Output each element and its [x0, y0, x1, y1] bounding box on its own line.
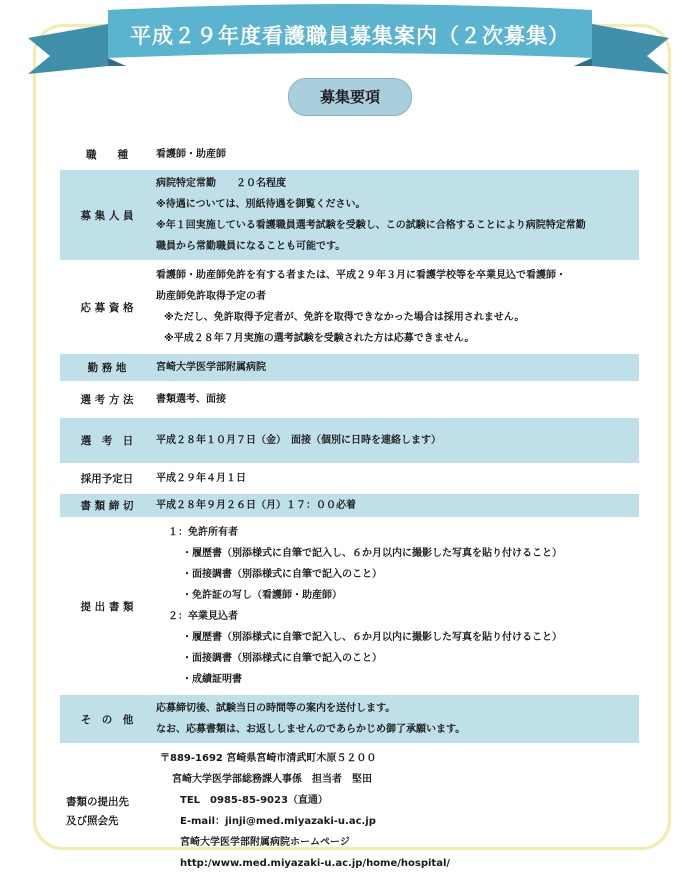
row-text: ※平成２８年７月実施の選考試験を受験された方は応募できません。: [164, 333, 475, 344]
row-text: ・履歴書（別添様式に自筆で記入し、６か月以内に撮影した写真を貼り付けること）: [182, 548, 562, 559]
row-shikaku: [60, 260, 639, 352]
row-senko-bi: [60, 416, 639, 463]
row-label: 書 類 締 切: [80, 500, 134, 512]
row-text: 職員から常勤職員になることも可能です。: [156, 241, 346, 252]
row-text: 看護師・助産師: [156, 149, 226, 160]
row-label: 応 募 資 格: [80, 301, 134, 314]
contact-address: 〒889-1692 宮崎県宮崎市清武町木原５２００: [160, 753, 377, 764]
row-label: 選 考 日: [80, 435, 134, 447]
requirements-table: [60, 141, 639, 877]
row-text: １：免許所有者: [168, 527, 238, 538]
row-label: 職 種: [86, 149, 128, 161]
row-text: ・履歴書（別添様式に自筆で記入し、６か月以内に撮影した写真を貼り付けること）: [182, 632, 562, 643]
row-senko-hoho: [60, 381, 639, 416]
row-text: ※待遇については、別紙待遇を御覧ください。: [156, 199, 366, 210]
row-text: 平成２９年４月１日: [156, 473, 246, 484]
row-label: そ の 他: [80, 713, 134, 726]
row-text: 病院特定常勤 ２０名程度: [156, 178, 286, 189]
row-text: ・免許証の写し（看護師・助産師）: [182, 590, 342, 601]
row-text: ・成績証明書: [182, 674, 242, 685]
row-label: 勤 務 地: [87, 362, 127, 374]
section-label: 募集要項: [288, 78, 412, 116]
row-contact: [60, 743, 639, 877]
row-text: 平成２８年９月２６日（月）１７：００必着: [156, 500, 356, 511]
contact-person: 宮崎大学医学部総務課人事係 担当者 堅田: [172, 774, 372, 785]
row-label: 採用予定日: [80, 473, 134, 485]
row-saiyo: [60, 463, 639, 492]
row-teishutsu: [60, 517, 639, 693]
row-sonota: [60, 693, 639, 743]
row-shimekiri: [60, 492, 639, 517]
contact-homepage-url[interactable]: http:/www.med.miyazaki-u.ac.jp/home/hospital/: [180, 858, 451, 869]
row-text: 看護師・助産師免許を有する者または、平成２９年３月に看護学校等を卒業見込で看護師・: [156, 270, 566, 281]
row-label: 募 集 人 員: [80, 209, 134, 222]
row-text: ・面接調書（別添様式に自筆で記入のこと）: [182, 569, 382, 580]
row-boshu: [60, 168, 639, 260]
row-text: 平成２８年１０月７日（金） 面接（個別に日時を連絡します）: [156, 435, 441, 446]
contact-label: [60, 745, 156, 877]
row-text: 助産師免許取得予定の者: [156, 291, 266, 302]
row-text: 応募締切後、試験当日の時間等の案内を送付します。: [156, 703, 396, 714]
contact-email: E-mail：jinji@med.miyazaki-u.ac.jp: [180, 816, 376, 827]
row-text: ※年１回実施している看護職員選考試験を受験し、この試験に合格することにより病院特定常勤: [156, 220, 586, 231]
row-text: 宮崎大学医学部附属病院: [156, 362, 266, 373]
page-title: 平成２９年度看護職員募集案内（２次募集）: [130, 24, 570, 48]
row-label: 選 考 方 法: [80, 394, 134, 406]
row-label: 提 出 書 類: [80, 600, 134, 613]
row-text: ※ただし、免許取得予定者が、免許を取得できなかった場合は採用されません。: [164, 312, 525, 323]
contact-phone: TEL 0985-85-9023（直通）: [180, 795, 328, 806]
row-shokushu: [60, 141, 639, 168]
row-text: ２：卒業見込者: [168, 611, 238, 622]
row-text: なお、応募書類は、お返ししませんのであらかじめ御了承願います。: [156, 724, 466, 735]
contact-label-line: 書類の提出先: [66, 796, 129, 808]
contact-homepage-label: 宮崎大学医学部附属病院ホームページ: [180, 837, 350, 848]
contact-label-line: 及び照会先: [66, 815, 119, 827]
row-text: ・面接調書（別添様式に自筆で記入のこと）: [182, 653, 382, 664]
row-kinmuchi: [60, 352, 639, 381]
row-text: 書類選考、面接: [156, 394, 226, 405]
